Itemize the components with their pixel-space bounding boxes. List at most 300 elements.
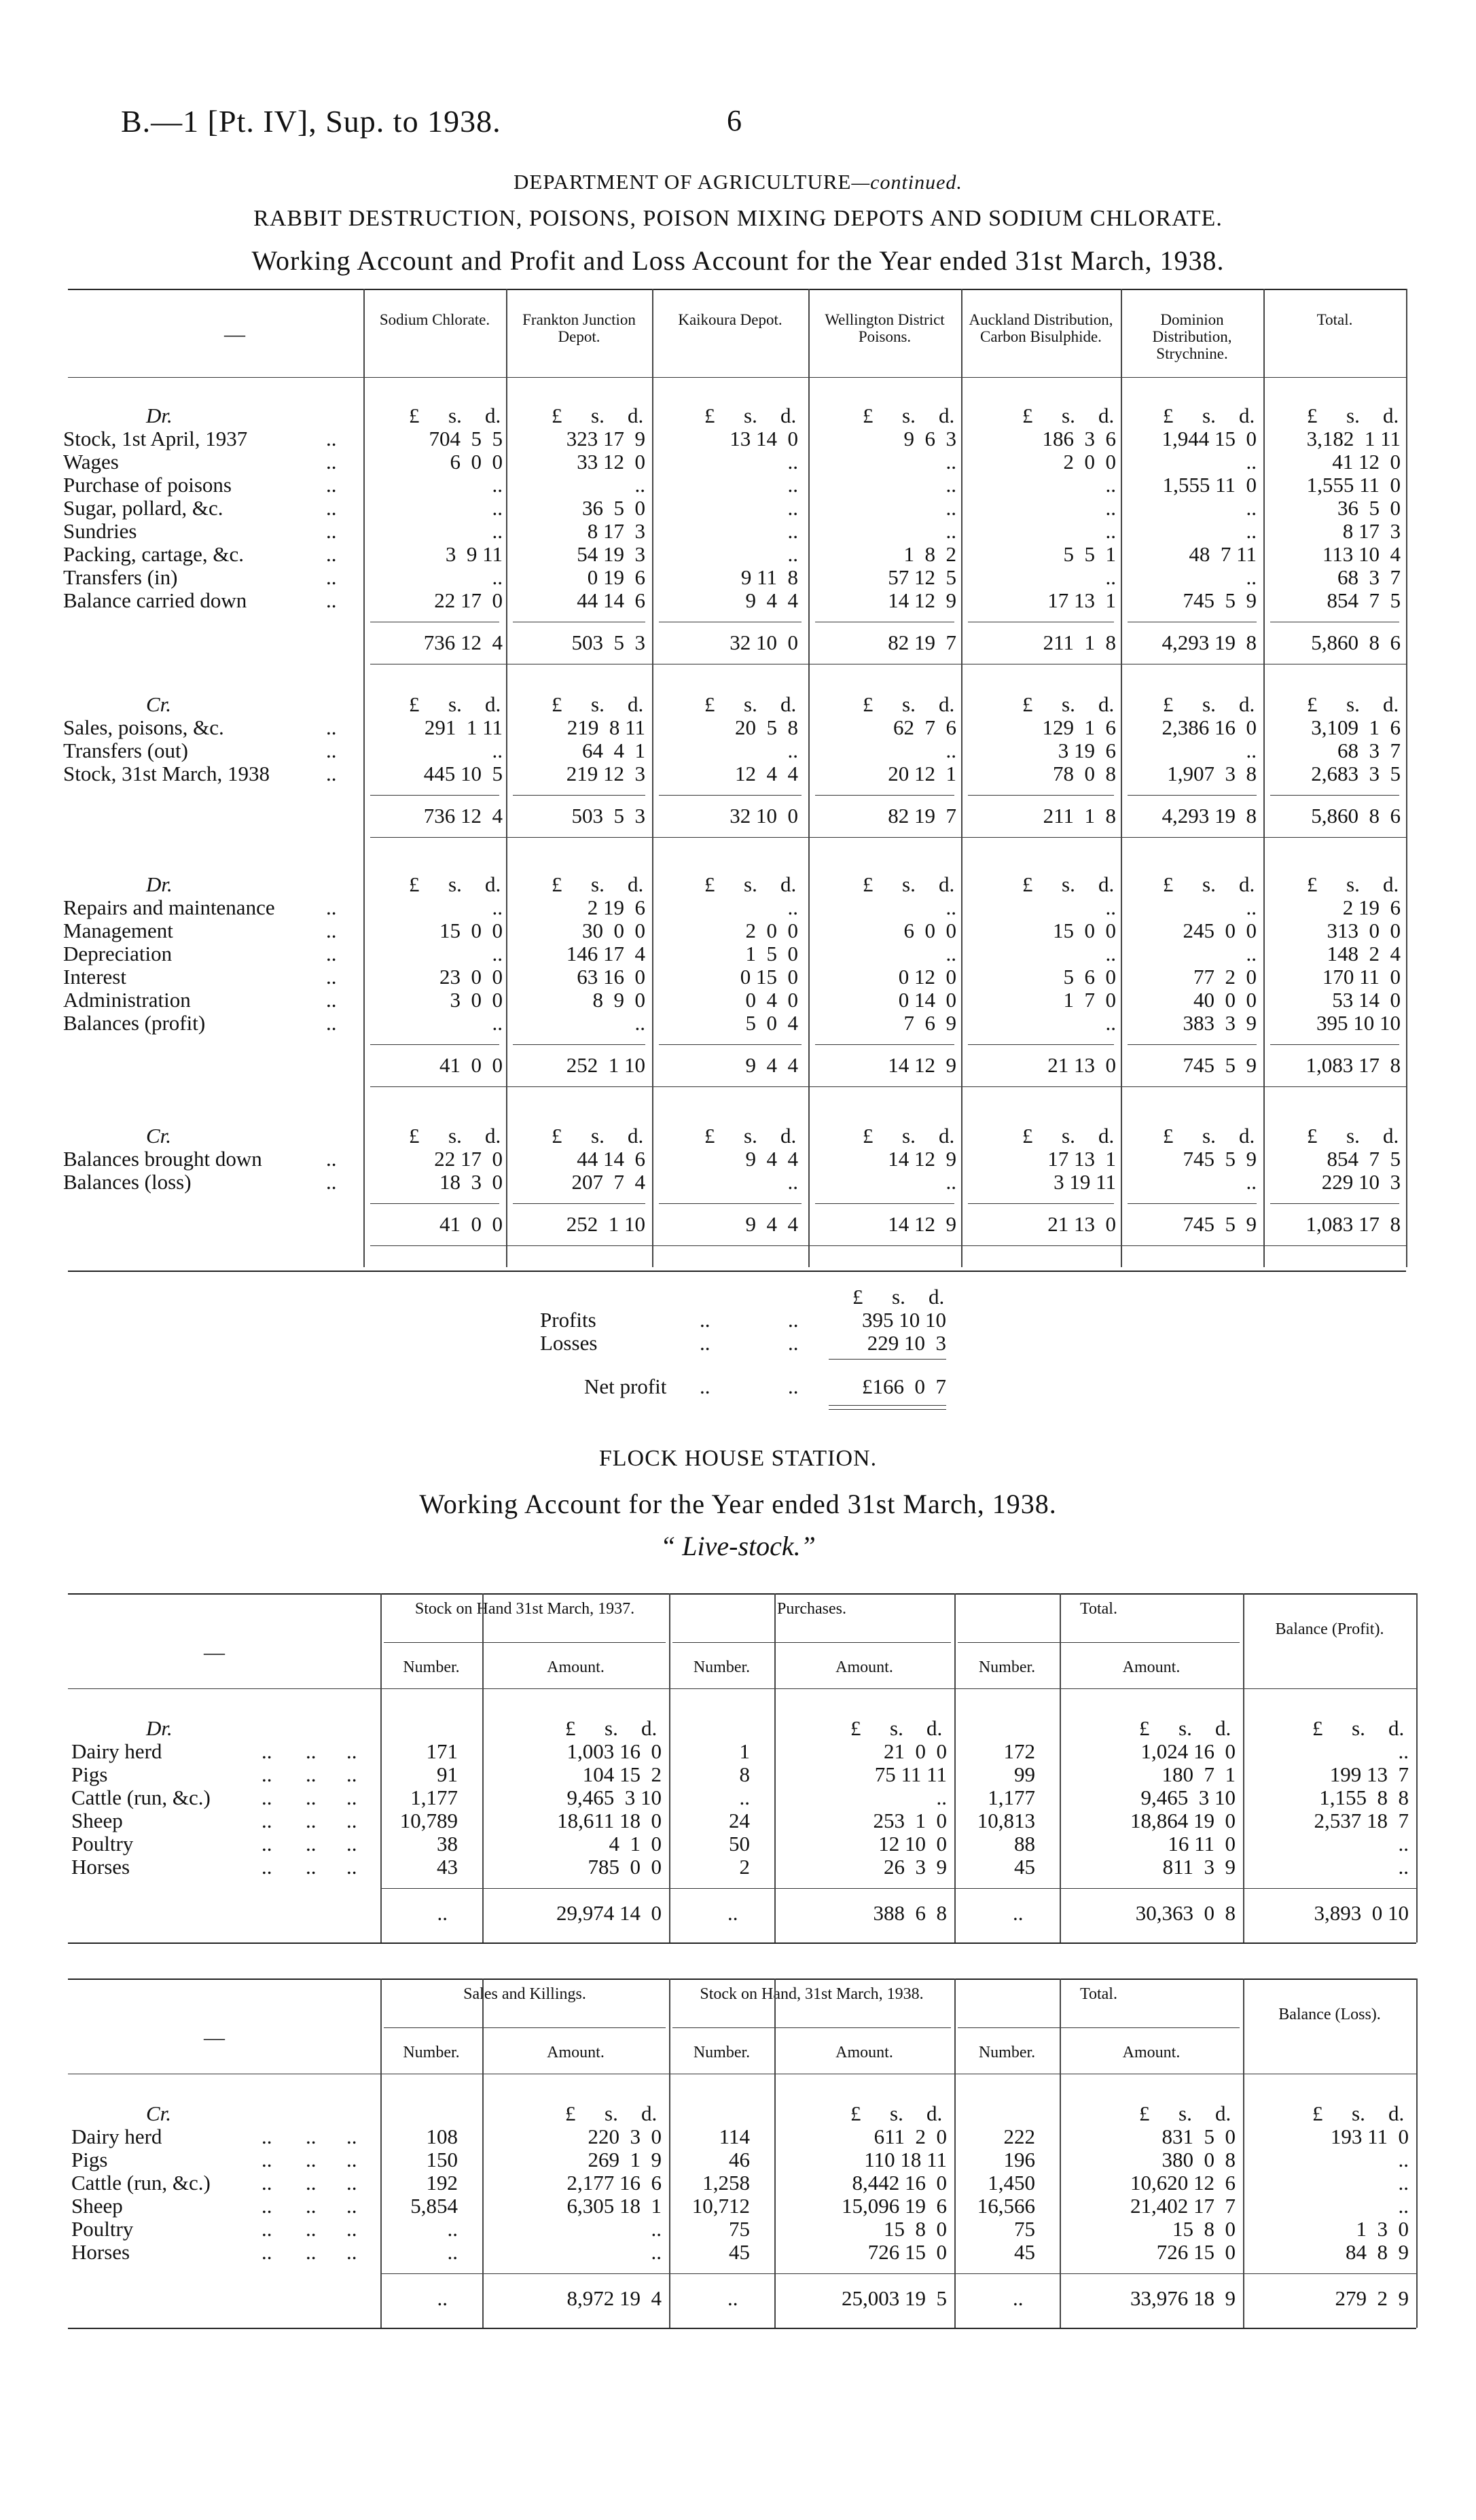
unit-s: s. [591,692,605,716]
subtotal-rule [370,795,499,796]
number-header: Number. [978,2044,1036,2061]
cell-value: 219 12 3 [566,762,645,785]
subtotal-rule [380,2273,1416,2274]
column-divider [1060,1978,1061,2328]
cell-value: .. [634,1011,645,1035]
row-label: Balances (profit) [63,1011,206,1035]
cell-value: 15 0 0 [1053,919,1116,942]
leader-dots: .. [326,919,337,942]
count-cell: 171 [426,1739,458,1763]
cell-value: .. [1246,519,1257,543]
total-cell: .. [1013,1901,1024,1925]
row-label: Cattle (run, &c.) [71,2171,211,2195]
leader-dots: .. [326,762,337,785]
amount-cell: 831 5 0 [1162,2125,1236,2148]
column-header: Wellington District Poisons. [825,311,945,345]
unit-pound: £ [409,404,420,427]
leader-dots: .. [326,895,337,919]
subtotal-rule [1270,1203,1399,1204]
amount-cell: 21 0 0 [884,1739,947,1763]
cell-value: 0 14 0 [898,988,956,1012]
cell-value: .. [946,1170,956,1194]
unit-s: s. [1062,1124,1075,1148]
cell-value: 9 11 8 [740,565,798,589]
cell-value: .. [1246,496,1257,520]
cell-value: 1,907 3 8 [1167,762,1257,785]
unit-s: s. [1352,1716,1365,1740]
cell-value: 323 17 9 [566,427,645,450]
amount-cell: 1,024 16 0 [1140,1739,1236,1763]
row-label: Sugar, pollard, &c. [63,496,223,520]
unit-pound: £ [1307,404,1318,427]
leader-dots: .. [326,473,337,497]
leader-dots: .. [788,1374,799,1398]
amount-cell: 611 2 0 [874,2125,947,2148]
section-total: 82 19 7 [888,631,956,654]
cell-value: 17 13 1 [1047,588,1116,612]
section-title: RABBIT DESTRUCTION, POISONS, POISON MIXING DEPOTS AND SODIUM CHLORATE. [253,206,1223,231]
amount-cell: .. [936,1786,947,1809]
count-cell: .. [447,2240,458,2264]
unit-pound: £ [409,1124,420,1148]
leader-dots: .. [346,2171,357,2195]
unit-s: s. [1346,1124,1360,1148]
unit-pound: £ [1307,872,1318,896]
leader-dots: .. [346,1762,357,1786]
row-label: Repairs and maintenance [63,895,275,919]
cell-value: 20 5 8 [735,715,798,739]
group-rule [958,2027,1240,2028]
cell-value: .. [1246,565,1257,589]
group-rule [958,1642,1240,1643]
amount-header: Amount. [1122,1658,1181,1676]
leader-dots: .. [346,2240,357,2264]
unit-pound: £ [704,692,715,716]
section-total: 32 10 0 [730,631,798,654]
total-cell: .. [727,2286,738,2310]
cell-value: 148 2 4 [1327,942,1401,965]
unit-d: d. [485,692,501,716]
unit-s: s. [591,404,605,427]
leader-dots: .. [306,1809,317,1832]
leader-dots: .. [262,1739,272,1763]
cell-value: .. [787,542,798,566]
group-header: Total. [1080,1600,1117,1618]
subtotal-rule [815,1044,954,1045]
row-label: Sheep [71,2194,123,2218]
column-header: Dominion Distribution, Strychnine. [1152,311,1232,362]
section-heading: Dr. [146,872,173,896]
cell-value: 9 4 4 [745,588,798,612]
section-total: 736 12 4 [423,804,503,828]
section-total: 211 1 8 [1043,631,1116,654]
column-divider [1406,289,1407,1267]
count-cell: 75 [1014,2217,1035,2241]
cell-value: 0 15 0 [740,965,798,989]
column-divider [774,1593,776,1942]
subtotal-rule [659,795,802,796]
total-cell: 279 2 9 [1335,2286,1409,2310]
unit-d: d. [628,1124,644,1148]
column-divider [380,1593,382,1942]
cell-value: .. [492,519,503,543]
row-label: Transfers (out) [63,739,188,762]
cell-value: 313 0 0 [1327,919,1401,942]
cell-value: 33 12 0 [577,450,645,474]
column-header: Total. [1316,311,1353,328]
count-cell: .. [447,2217,458,2241]
amount-cell: 15,096 19 6 [842,2194,947,2218]
amount-cell: 220 3 0 [588,2125,662,2148]
unit-s: s. [448,872,462,896]
unit-d: d. [1098,692,1115,716]
count-cell: 10,813 [977,1809,1035,1832]
unit-pound: £ [1139,2101,1150,2125]
cell-value: 445 10 5 [423,762,503,785]
subtotal-rule [815,795,954,796]
column-header: Frankton Junction Depot. [522,311,636,345]
cell-value: .. [1105,565,1116,589]
unit-s: s. [448,692,462,716]
leader-dots: .. [326,496,337,520]
unit-d: d. [485,872,501,896]
cell-value: 8 9 0 [592,988,645,1012]
number-header: Number. [693,2044,751,2061]
cell-value: 57 12 5 [888,565,956,589]
department-suffix: —continued. [851,171,962,194]
unit-d: d. [641,1716,658,1740]
leader-dots: .. [262,1762,272,1786]
count-cell: 75 [729,2217,750,2241]
cell-value: 40 0 0 [1193,988,1257,1012]
unit-pound: £ [565,1716,576,1740]
cell-value: .. [1246,450,1257,474]
column-divider [669,1978,670,2328]
count-cell: 38 [437,1832,458,1856]
leader-dots: .. [326,1011,337,1035]
summary-value: 229 10 3 [867,1331,946,1355]
unit-s: s. [605,1716,618,1740]
cell-value: 383 3 9 [1183,1011,1257,1035]
leader-dots: .. [700,1374,710,1398]
cell-value: .. [1246,739,1257,762]
column-divider [1416,1593,1418,1942]
count-cell: 8 [739,1762,750,1786]
section-total: 503 5 3 [571,804,645,828]
leader-dots: .. [700,1331,710,1355]
amount-cell: 193 11 0 [1330,2125,1409,2148]
cell-value: 291 1 11 [424,715,503,739]
section-total: 41 0 0 [439,1212,503,1236]
leader-dots: .. [262,1809,272,1832]
count-cell: 46 [729,2148,750,2171]
table-bottom-rule [68,1942,1416,1944]
section-heading: Cr. [146,692,172,716]
leader-dots: .. [306,1832,317,1856]
cell-value: 745 5 9 [1183,1147,1257,1171]
department-title [0,170,1476,194]
subtotal-rule [968,795,1114,796]
leader-dots: .. [326,715,337,739]
unit-d: d. [1239,404,1255,427]
count-cell: 43 [437,1855,458,1879]
leader-dots: .. [700,1308,710,1332]
total-cell: 29,974 14 0 [556,1901,662,1925]
count-cell: 5,854 [410,2194,458,2218]
leader-dots: .. [346,1739,357,1763]
group-rule [384,2027,666,2028]
subtotal-rule [659,1203,802,1204]
count-cell: 45 [1014,2240,1035,2264]
row-label: Stock, 1st April, 1937 [63,427,248,450]
subtotal-rule [513,1044,645,1045]
total-cell: .. [727,1901,738,1925]
net-rule-2 [829,1409,946,1410]
cell-value: 5 5 1 [1063,542,1116,566]
section-total: 14 12 9 [888,1053,956,1077]
amount-cell: 18,864 19 0 [1130,1809,1236,1832]
section-total: 4,293 19 8 [1162,804,1257,828]
section-total: 4,293 19 8 [1162,631,1257,654]
row-label: Wages [63,450,119,474]
row-label: Horses [71,1855,130,1879]
column-divider [506,289,507,1267]
count-cell: 1,258 [702,2171,750,2195]
cell-value: 14 12 9 [888,588,956,612]
leader-dots: .. [306,1786,317,1809]
cell-value: 146 17 4 [566,942,645,965]
column-divider [961,289,962,1267]
amount-cell: 15 8 0 [884,2217,947,2241]
balance-header: Balance (Loss). [1278,2006,1381,2023]
cell-value: 53 14 0 [1332,988,1401,1012]
section-total: 5,860 8 6 [1311,804,1401,828]
total-cell: 8,972 19 4 [566,2286,662,2310]
unit-s: s. [1062,692,1075,716]
leader-dots: .. [306,2240,317,2264]
unit-d: d. [1098,404,1115,427]
section-total: 211 1 8 [1043,804,1116,828]
cell-value: .. [946,942,956,965]
unit-d: d. [1215,1716,1231,1740]
count-cell: 1,177 [410,1786,458,1809]
group-header: Total. [1080,1985,1117,2003]
unit-d: d. [628,404,644,427]
cell-value: 0 12 0 [898,965,956,989]
unit-s: s. [605,2101,618,2125]
unit-s: s. [902,872,916,896]
leader-dots: .. [306,2125,317,2148]
count-cell: 1 [739,1739,750,1763]
unit-d: d. [939,404,955,427]
row-label: Balance carried down [63,588,247,612]
amount-cell: 75 11 11 [874,1762,947,1786]
cell-value: 2 0 0 [1063,450,1116,474]
cell-value: .. [1105,942,1116,965]
amount-cell: .. [1398,1855,1409,1879]
net-rule-1 [829,1405,946,1406]
number-header: Number. [403,1658,460,1676]
table-bottom-rule [68,1271,1406,1272]
unit-pound: £ [1022,692,1033,716]
amount-cell: 9,465 3 10 [1140,1786,1236,1809]
unit-s: s. [1178,1716,1192,1740]
cell-value: 36 5 0 [582,496,645,520]
group-header: Stock on Hand 31st March, 1937. [414,1600,635,1618]
leader-dots: .. [326,450,337,474]
page-header: B.—1 [Pt. IV], Sup. to 1938. [121,104,501,139]
count-cell: 192 [426,2171,458,2195]
amount-cell: 1,155 8 8 [1319,1786,1409,1809]
count-cell: 108 [426,2125,458,2148]
unit-d: d. [939,1124,955,1148]
group-rule [384,1642,666,1643]
unit-d: d. [939,692,955,716]
unit-d: d. [780,404,797,427]
cell-value: .. [946,739,956,762]
total-cell: 30,363 0 8 [1135,1901,1236,1925]
unit-d: d. [1239,872,1255,896]
leader-dots: .. [306,2148,317,2171]
cell-value: 113 10 4 [1322,542,1401,566]
section-total: 9 4 4 [745,1212,798,1236]
row-label: Transfers (in) [63,565,178,589]
section-heading: Cr. [146,2101,172,2125]
leader-dots: .. [306,1739,317,1763]
unit-pound: £ [552,404,562,427]
cell-value: 3,182 1 11 [1306,427,1401,450]
amount-cell: 12 10 0 [878,1832,947,1856]
amount-cell: 269 1 9 [588,2148,662,2171]
section-total: 736 12 4 [423,631,503,654]
leader-dots: .. [326,988,337,1012]
cell-value: 36 5 0 [1337,496,1401,520]
dash-cell: — [204,1640,225,1664]
cell-value: 17 13 1 [1047,1147,1116,1171]
leader-dots: .. [346,1786,357,1809]
flock-account-title: Working Account for the Year ended 31st March, 1938. [419,1489,1057,1519]
unit-d: d. [1383,692,1399,716]
unit-pound: £ [1022,1124,1033,1148]
leader-dots: .. [262,1832,272,1856]
cell-value: 77 2 0 [1193,965,1257,989]
row-label: Management [63,919,173,942]
table-bottom-rule [68,2328,1416,2329]
unit-s: s. [1202,692,1216,716]
column-divider [1263,289,1265,1267]
table-top-rule [68,1593,1416,1595]
count-cell: 1,450 [988,2171,1035,2195]
unit-s: s. [902,692,916,716]
unit-pound: £ [409,872,420,896]
row-label: Interest [63,965,126,989]
total-cell: 388 6 8 [873,1901,947,1925]
cell-value: 68 3 7 [1337,739,1401,762]
total-cell: .. [437,1901,448,1925]
cell-value: .. [492,895,503,919]
column-divider [954,1593,956,1942]
unit-s: s. [744,1124,757,1148]
cell-value: 7 6 9 [903,1011,956,1035]
cell-value: .. [1105,895,1116,919]
row-label: Poultry [71,2217,134,2241]
cell-value: 13 14 0 [730,427,798,450]
subtotal-rule [370,1044,499,1045]
section-heading: Dr. [146,404,173,427]
unit-s: s. [1062,404,1075,427]
cell-value: .. [492,942,503,965]
cell-value: 5 6 0 [1063,965,1116,989]
cell-value: 745 5 9 [1183,588,1257,612]
unit-pound: £ [704,404,715,427]
flock-house-title: FLOCK HOUSE STATION. [598,1446,878,1471]
unit-pound: £ [863,692,874,716]
subtotal-rule [1270,1044,1399,1045]
amount-cell: 6,305 18 1 [566,2194,662,2218]
row-label: Pigs [71,2148,108,2171]
count-cell: .. [739,1786,750,1809]
group-rule [672,1642,951,1643]
cell-value: .. [946,519,956,543]
count-cell: 91 [437,1762,458,1786]
amount-cell: .. [651,2217,662,2241]
cell-value: .. [946,473,956,497]
cell-value: 129 1 6 [1042,715,1116,739]
unit-d: d. [641,2101,658,2125]
unit-d: d. [780,872,797,896]
cell-value: 62 7 6 [893,715,956,739]
column-divider [482,1978,484,2328]
subtotal-rule [1128,1044,1257,1045]
leader-dots: .. [262,2148,272,2171]
amount-cell: 726 15 0 [867,2240,947,2264]
unit-pound: £ [1312,1716,1323,1740]
row-label: Administration [63,988,191,1012]
department-name: DEPARTMENT OF AGRICULTURE [514,170,852,194]
group-rule [672,2027,951,2028]
cell-value: .. [1246,895,1257,919]
unit-pound: £ [863,872,874,896]
cell-value: 395 10 10 [1316,1011,1401,1035]
count-cell: 196 [1003,2148,1035,2171]
leader-dots: .. [306,1855,317,1879]
leader-dots: .. [346,1809,357,1832]
cell-value: 1,555 11 0 [1162,473,1257,497]
group-header: Sales and Killings. [463,1985,586,2003]
leader-dots: .. [346,2148,357,2171]
unit-pound: £ [1163,1124,1174,1148]
unit-s: s. [1346,872,1360,896]
unit-d: d. [1098,1124,1115,1148]
cell-value: .. [492,496,503,520]
cell-value: 207 7 4 [571,1170,645,1194]
cell-value: 3 9 11 [445,542,503,566]
unit-d: d. [1388,2101,1405,2125]
net-profit-value: £166 0 7 [862,1374,946,1398]
unit-pound: £ [704,1124,715,1148]
cell-value: .. [492,739,503,762]
unit-s: s. [744,692,757,716]
cell-value: 30 0 0 [582,919,645,942]
unit-d: d. [1383,1124,1399,1148]
account-title: Working Account and Profit and Loss Account for the Year ended 31st March, 1938. [251,245,1225,276]
count-cell: 10,789 [399,1809,458,1832]
section-end-rule [370,1245,1406,1246]
leader-dots: .. [306,2194,317,2218]
cell-value: 1,944 15 0 [1162,427,1257,450]
amount-cell: 199 13 7 [1329,1762,1409,1786]
group-header: Purchases. [777,1600,846,1618]
